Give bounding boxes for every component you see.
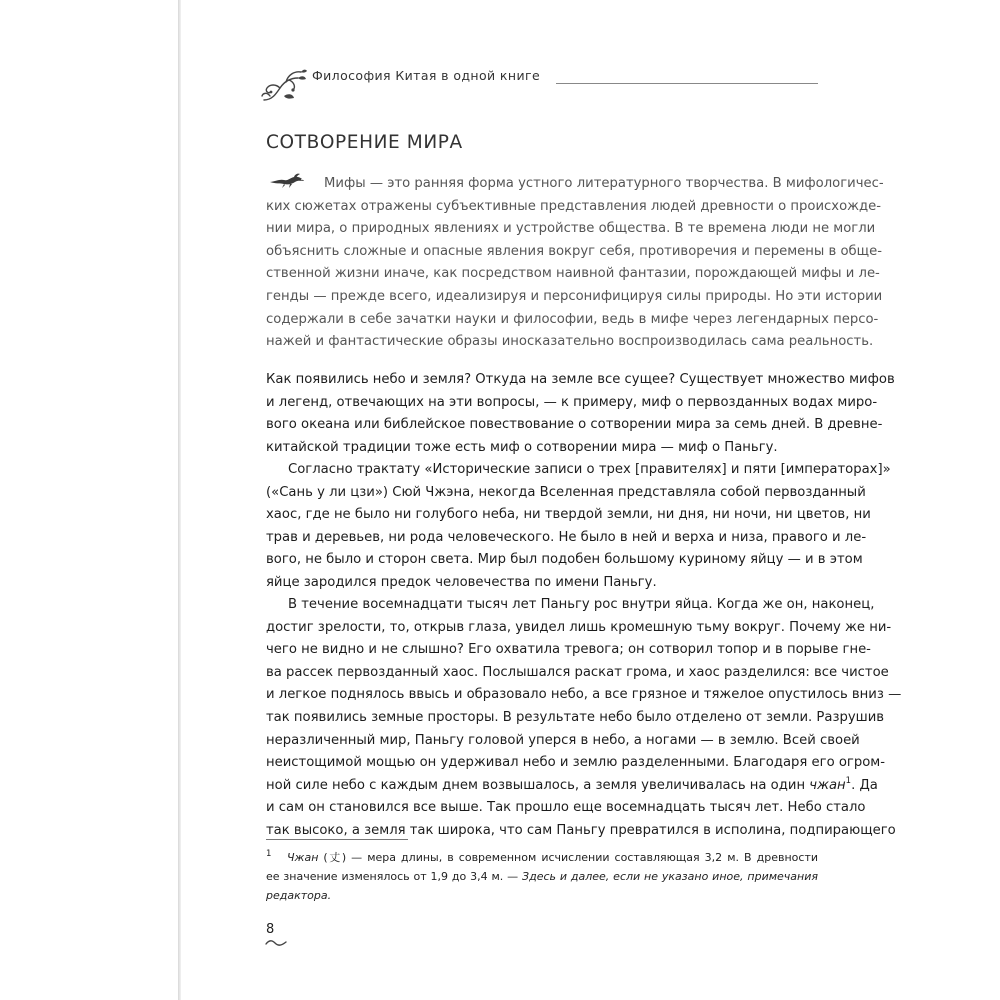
body-line-with-footnote bbox=[266, 775, 878, 798]
footnote-note: Здесь и далее, если не указано иное, примечания bbox=[522, 870, 818, 883]
body-line: вого, не было и сторон света. Мир был подобен большому куриному яйцу — и в этом bbox=[266, 552, 863, 568]
body-paragraph-3 bbox=[266, 594, 902, 843]
intro-line: объяснить сложные и опасные явления вокруг себя, противоречия и перемены в обще- bbox=[266, 243, 882, 259]
body-line: трав и деревьев, ни рода человеческого. Не было в ней и верха и низа, правого и ле- bbox=[266, 529, 867, 545]
tilde-ornament-icon bbox=[265, 939, 287, 947]
body-line: Согласно трактату «Исторические записи о трех [правителях] и пяти [императорах]» bbox=[288, 462, 891, 477]
footnote-note-end: редактора. bbox=[266, 889, 332, 902]
body-line: и легенд, отвечающих на эти вопросы, — к примеру, миф о первозданных водах миро- bbox=[266, 394, 878, 410]
body-line: вого океана или библейское повествование о сотворении мира за семь дней. В древне- bbox=[266, 417, 883, 433]
footnote-line bbox=[266, 867, 818, 886]
body-paragraph-2 bbox=[266, 459, 891, 595]
page-number: 8 bbox=[266, 922, 275, 937]
footnote-line bbox=[266, 886, 818, 905]
intro-line: Мифы — это ранняя форма устного литературного творчества. В мифологичес- bbox=[324, 176, 884, 191]
floral-ornament-icon bbox=[258, 66, 308, 106]
footnote-text-a: ) — мера длины, в современном исчислении составляющая 3,2 м. В древности bbox=[341, 851, 819, 864]
intro-line: ких сюжетах отражены субъективные представления людей древности о происхожде- bbox=[266, 198, 882, 214]
intro-line: нажей и фантастические образы иносказательно воспроизводилась сама реальность. bbox=[266, 334, 874, 350]
body-text: ной силе небо с каждым днем возвышалось, а земля увеличивалась на один bbox=[266, 777, 806, 793]
body-line: достиг зрелости, то, открыв глаза, увидел лишь кромешную тьму вокруг. Почему же ни- bbox=[266, 619, 892, 635]
intro-line: нии мира, о природных явлениях и устройстве общества. В те времена люди не могли bbox=[266, 221, 876, 237]
body-line: хаос, где не было ни голубого неба, ни твердой земли, ни дня, ни ночи, ни цветов, ни bbox=[266, 507, 871, 523]
zhang-term: чжан bbox=[809, 777, 846, 793]
body-paragraph-1 bbox=[266, 369, 895, 459]
footnote-term: Чжан bbox=[287, 851, 319, 864]
body-line: неистощимой мощью он удерживал небо и землю разделенными. Благодаря его огром- bbox=[266, 755, 885, 771]
header-rule bbox=[556, 83, 818, 84]
footnote-glyph: 丈 bbox=[327, 851, 342, 864]
body-text: Да bbox=[859, 777, 878, 793]
footnote-text-b: ее значение изменялось от 1,9 до 3,4 м. — bbox=[266, 870, 523, 883]
footnote-rule bbox=[266, 839, 408, 840]
body-line: («Сань у ли цзи») Сюй Чжэна, некогда Вселенная представляла собой первозданный bbox=[266, 484, 866, 500]
section-title: СОТВОРЕНИЕ МИРА bbox=[266, 132, 463, 153]
intro-line: ственной жизни иначе, как посредством наивной фантазии, порождающей мифы и ле- bbox=[266, 266, 880, 282]
left-margin bbox=[0, 0, 178, 1000]
body-line: В течение восемнадцати тысяч лет Паньгу рос внутри яйца. Когда же он, наконец, bbox=[288, 597, 875, 612]
intro-line: содержали в себе зачатки науки и философии, ведь в мифе через легендарных персо- bbox=[266, 311, 879, 327]
running-title: Философия Китая в одной книге bbox=[312, 68, 541, 83]
footnote-text bbox=[266, 848, 819, 905]
footnote-mark: 1 bbox=[266, 849, 272, 859]
body-line: ва рассек первозданный хаос. Послышался раскат грома, и хаос разделился: все чистое bbox=[266, 664, 889, 680]
body-line: яйце зародился предок человечества по имени Паньгу. bbox=[266, 574, 657, 590]
body-line: так появились земные просторы. В результате небо было отделено от земли. Разрушив bbox=[266, 709, 885, 725]
body-line: чего не видно и не слышно? Его охватила тревога; он сотворил топор и в порыве гне- bbox=[266, 642, 871, 658]
body-line: так высоко, а земля так широка, что сам Паньгу превратился в исполина, подпирающего bbox=[266, 822, 896, 838]
intro-paragraph bbox=[266, 173, 884, 354]
footnote-reference[interactable]: 1 bbox=[845, 775, 852, 786]
intro-line: генды — прежде всего, идеализируя и персонифицируя силы природы. Но эти истории bbox=[266, 288, 883, 304]
body-line: и сам он становился все выше. Так прошло еще восемнадцать тысяч лет. Небо стало bbox=[266, 800, 866, 816]
body-line: и легкое поднялось ввысь и образовало небо, а все грязное и тяжелое опустилось вниз — bbox=[266, 687, 902, 703]
body-line: китайской традиции тоже есть миф о сотворении мира — миф о Паньгу. bbox=[266, 439, 778, 455]
footnote-line: Чжан (丈) — мера длины, в современном исчислении составляющая 3,2 м. В древности bbox=[287, 851, 819, 864]
body-line: Как появились небо и земля? Откуда на земле все сущее? Существует множество мифов bbox=[266, 372, 895, 387]
body-line: неразличенный мир, Паньгу головой уперся в небо, а ногами — в землю. Всей своей bbox=[266, 732, 860, 748]
